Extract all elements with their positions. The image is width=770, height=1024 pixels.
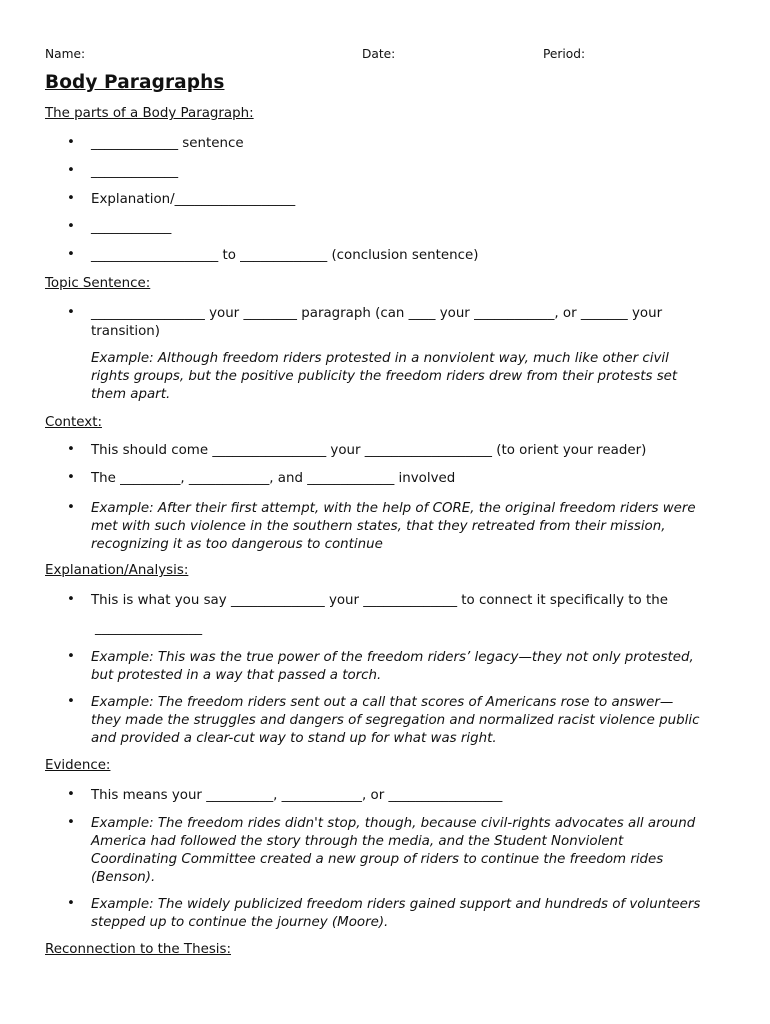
topic-item-1 — [91, 305, 731, 341]
topic-example-line1: Example: Although freedom riders protested in a nonviolent way, much like other civil — [91, 351, 669, 366]
parts-heading: The parts of a Body Paragraph: — [45, 106, 254, 121]
context-example-line2: met with such violence in the southern states, that they retreated from their mission, — [91, 519, 666, 534]
evidence-example-1-line3: Coordinating Committee created a new group of riders to continue the freedom rides — [91, 852, 664, 867]
topic-example-line3: them apart. — [91, 387, 171, 402]
evidence-heading: Evidence: — [45, 758, 111, 773]
name-label: Name: — [45, 47, 86, 61]
bullet-icon: • — [67, 787, 75, 802]
parts-item-3: Explanation/__________________ — [91, 192, 296, 207]
parts-item-5: ___________________ to _____________ (conclusion sentence) — [91, 248, 479, 263]
parts-item-1: _____________ sentence — [91, 136, 244, 151]
context-item-1: This should come _________________ your ___________________ (to orient your reader) — [91, 443, 647, 458]
explanation-example-2 — [91, 694, 731, 748]
explanation-example-1-line1: Example: This was the true power of the freedom riders’ legacy—they not only protested, — [91, 650, 694, 665]
period-label: Period: — [543, 47, 586, 61]
parts-item-2: _____________ — [91, 164, 179, 179]
explanation-example-2-line2: they made the struggles and dangers of segregation and normalized racist violence public — [91, 713, 700, 728]
evidence-item-1: This means your __________, ____________, or _________________ — [91, 788, 503, 803]
header-row — [45, 47, 725, 65]
date-label: Date: — [362, 47, 396, 61]
topic-heading: Topic Sentence: — [45, 276, 151, 291]
context-example-line3: recognizing it as too dangerous to continue — [91, 537, 383, 552]
page-title: Body Paragraphs — [45, 72, 225, 93]
explanation-example-2-line1: Example: The freedom riders sent out a call that scores of Americans rose to answer— — [91, 695, 674, 710]
bullet-icon: • — [67, 219, 75, 234]
topic-example — [91, 350, 731, 404]
bullet-icon: • — [67, 649, 75, 664]
bullet-icon: • — [67, 896, 75, 911]
explanation-item-1-line2: ________________ — [95, 621, 203, 636]
reconnection-heading: Reconnection to the Thesis: — [45, 942, 231, 957]
bullet-icon: • — [67, 592, 75, 607]
bullet-icon: • — [67, 470, 75, 485]
bullet-icon: • — [67, 442, 75, 457]
evidence-example-1-line4: (Benson). — [91, 870, 156, 885]
explanation-example-1-line2: but protested in a way that passed a torch. — [91, 668, 382, 683]
evidence-example-2-line2: stepped up to continue the journey (Moore). — [91, 915, 389, 930]
topic-item-1-line1: _________________ your ________ paragraph (can ____ your ____________, or _______ your — [91, 306, 663, 321]
explanation-item-1-line1: This is what you say ______________ your ______________ to connect it specifically to the — [91, 593, 668, 608]
context-heading: Context: — [45, 415, 102, 430]
evidence-example-1 — [91, 815, 731, 887]
context-example — [91, 500, 731, 554]
evidence-example-2 — [91, 896, 731, 932]
evidence-example-1-line2: America had followed the story through the media, and the Student Nonviolent — [91, 834, 624, 849]
context-example-line1: Example: After their first attempt, with the help of CORE, the original freedom riders were — [91, 501, 696, 516]
context-item-2: The _________, ____________, and _____________ involved — [91, 471, 456, 486]
explanation-heading: Explanation/Analysis: — [45, 563, 189, 578]
bullet-icon: • — [67, 694, 75, 709]
bullet-icon: • — [67, 305, 75, 320]
evidence-example-2-line1: Example: The widely publicized freedom riders gained support and hundreds of volunteers — [91, 897, 701, 912]
explanation-example-2-line3: and provided a clear-cut way to stand up for what was right. — [91, 731, 497, 746]
explanation-example-1 — [91, 649, 731, 685]
bullet-icon: • — [67, 500, 75, 515]
bullet-icon: • — [67, 815, 75, 830]
parts-item-4: ____________ — [91, 220, 172, 235]
bullet-icon: • — [67, 247, 75, 262]
bullet-icon: • — [67, 135, 75, 150]
topic-example-line2: rights groups, but the positive publicity the freedom riders drew from their protests set — [91, 369, 678, 384]
bullet-icon: • — [67, 191, 75, 206]
evidence-example-1-line1: Example: The freedom rides didn't stop, though, because civil-rights advocates all around — [91, 816, 696, 831]
topic-item-1-line2: transition) — [91, 324, 161, 339]
bullet-icon: • — [67, 163, 75, 178]
